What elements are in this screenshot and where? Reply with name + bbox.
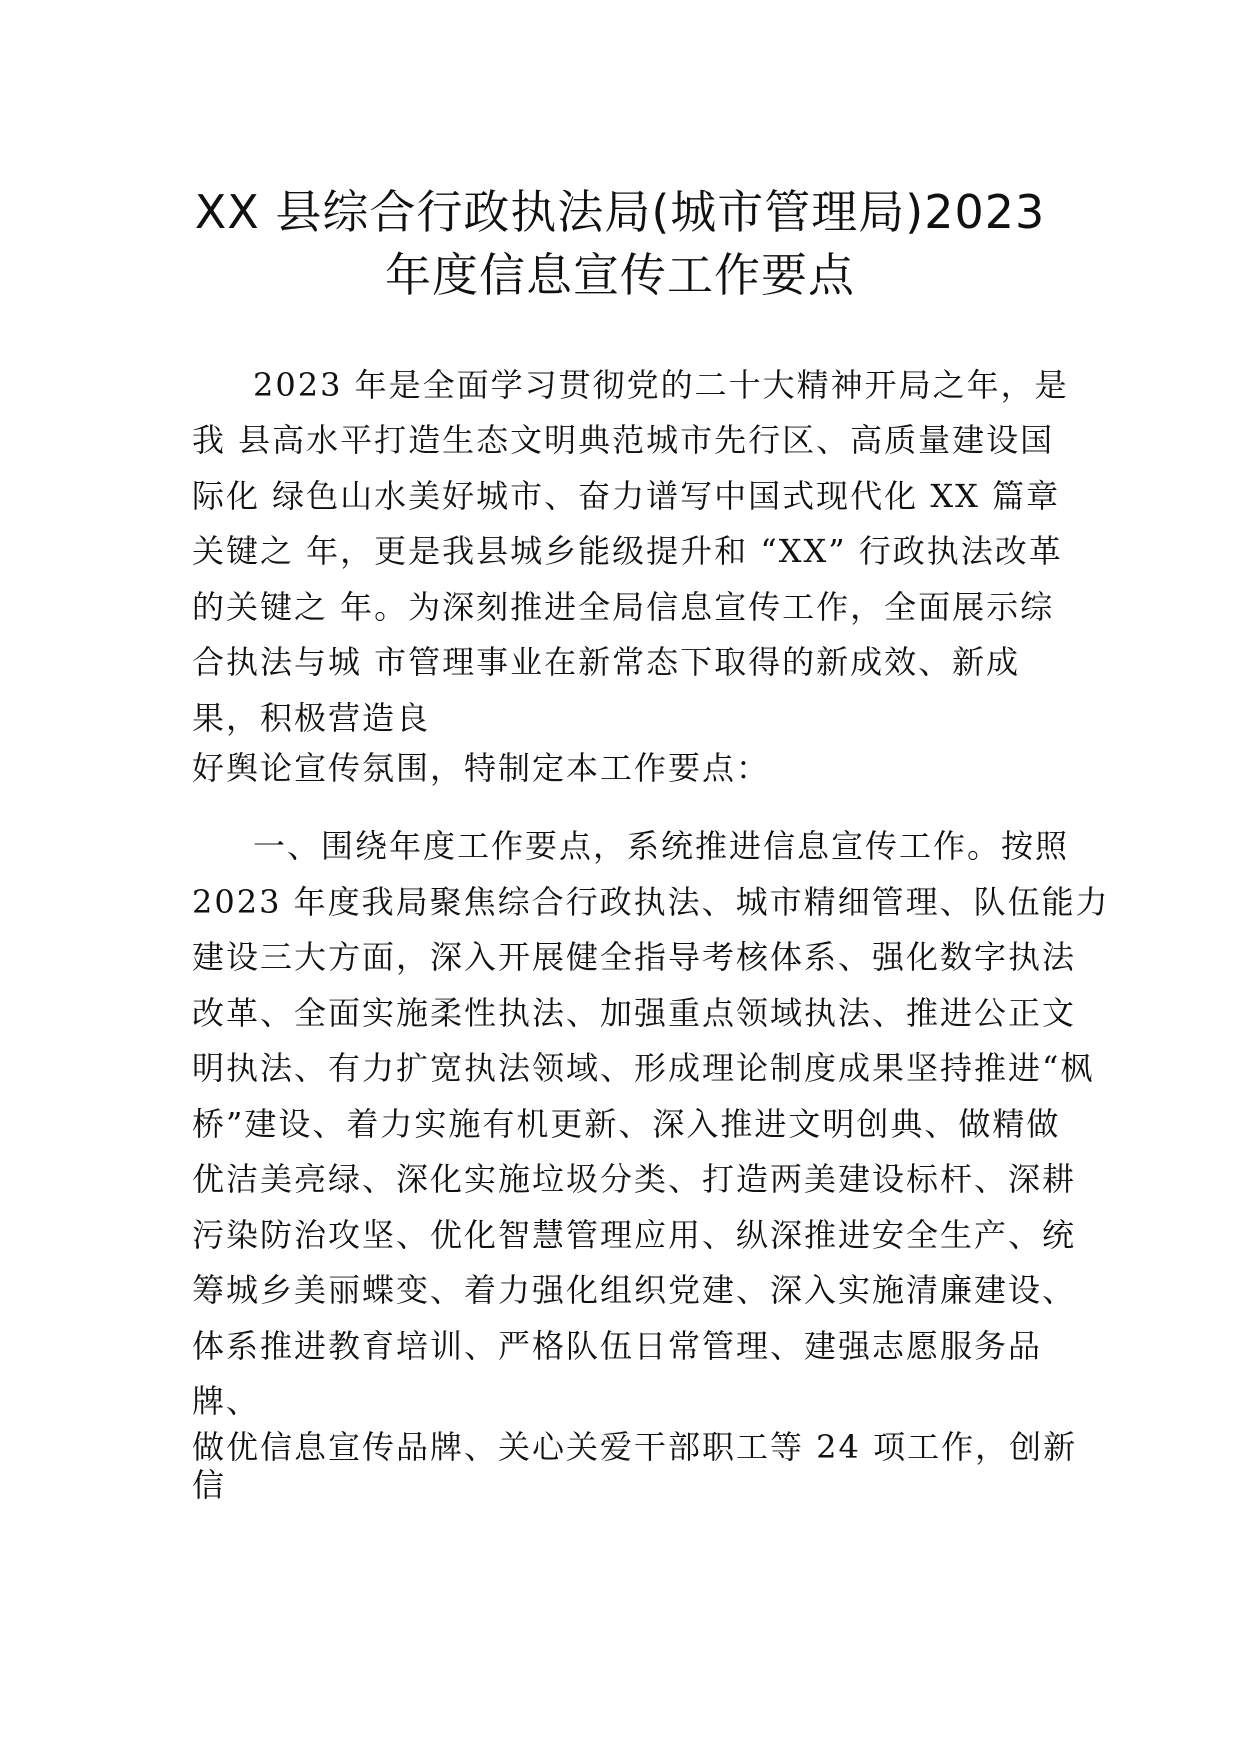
paragraph-1-line-3: 际化 绿色山水美好城市、奋力谱写中国式现代化 XX 篇章	[192, 477, 1061, 515]
paragraph-2-line-8: 污染防治攻坚、优化智慧管理应用、纵深推进安全生产、统	[192, 1216, 1077, 1254]
paragraph-2-line-4: 改革、全面实施柔性执法、加强重点领域执法、推进公正文	[192, 994, 1077, 1032]
paragraph-2-line-10: 体系推进教育培训、严格队伍日常管理、建强志愿服务品	[192, 1327, 1043, 1365]
paragraph-1-line-4: 关键之 年，更是我县城乡能级提升和 “XX” 行政执法改革	[192, 532, 1063, 570]
paragraph-2-line-5: 明执法、有力扩宽执法领域、形成理论制度成果坚持推进“枫	[192, 1049, 1095, 1087]
paragraph-2-line-6: 桥”建设、着力实施有机更新、深入推进文明创典、做精做	[192, 1105, 1061, 1143]
paragraph-1-line-1: 2023 年是全面学习贯彻党的二十大精神开局之年，是	[253, 366, 1069, 404]
paragraph-1-line-2: 我 县高水平打造生态文明典范城市先行区、高质量建设国	[192, 421, 1055, 459]
paragraph-2-line-2: 2023 年度我局聚焦综合行政执法、城市精细管理、队伍能力	[192, 883, 1110, 921]
paragraph-1-line-7: 果，积极营造良	[192, 699, 431, 737]
paragraph-2-line-9: 筹城乡美丽蝶变、着力强化组织党建、深入实施清廉建设、	[192, 1271, 1077, 1309]
paragraph-1-line-5: 的关键之 年。为深刻推进全局信息宣传工作，全面展示综	[192, 588, 1055, 626]
paragraph-2-line-7: 优洁美亮绿、深化实施垃圾分类、打造两美建设标杆、深耕	[192, 1160, 1077, 1198]
paragraph-1-line-6: 合执法与城 市管理事业在新常态下取得的新成效、新成	[192, 643, 1021, 681]
paragraph-1-line-8: 好舆论宣传氛围，特制定本工作要点：	[192, 749, 771, 787]
paragraph-2-line-11: 牌、	[192, 1382, 261, 1420]
paragraph-2-line-3: 建设三大方面，深入开展健全指导考核体系、强化数字执法	[192, 938, 1077, 976]
paragraph-2-line-12: 做优信息宣传品牌、关心关爱干部职工等 24 项工作，创新	[192, 1428, 1078, 1466]
document-title-line-2: 年度信息宣传工作要点	[385, 248, 855, 302]
paragraph-2-line-13: 信	[192, 1466, 227, 1504]
paragraph-2-line-1: 一、围绕年度工作要点，系统推进信息宣传工作。按照	[253, 827, 1070, 865]
document-title-line-1: XX 县综合行政执法局(城市管理局)2023	[194, 185, 1046, 239]
